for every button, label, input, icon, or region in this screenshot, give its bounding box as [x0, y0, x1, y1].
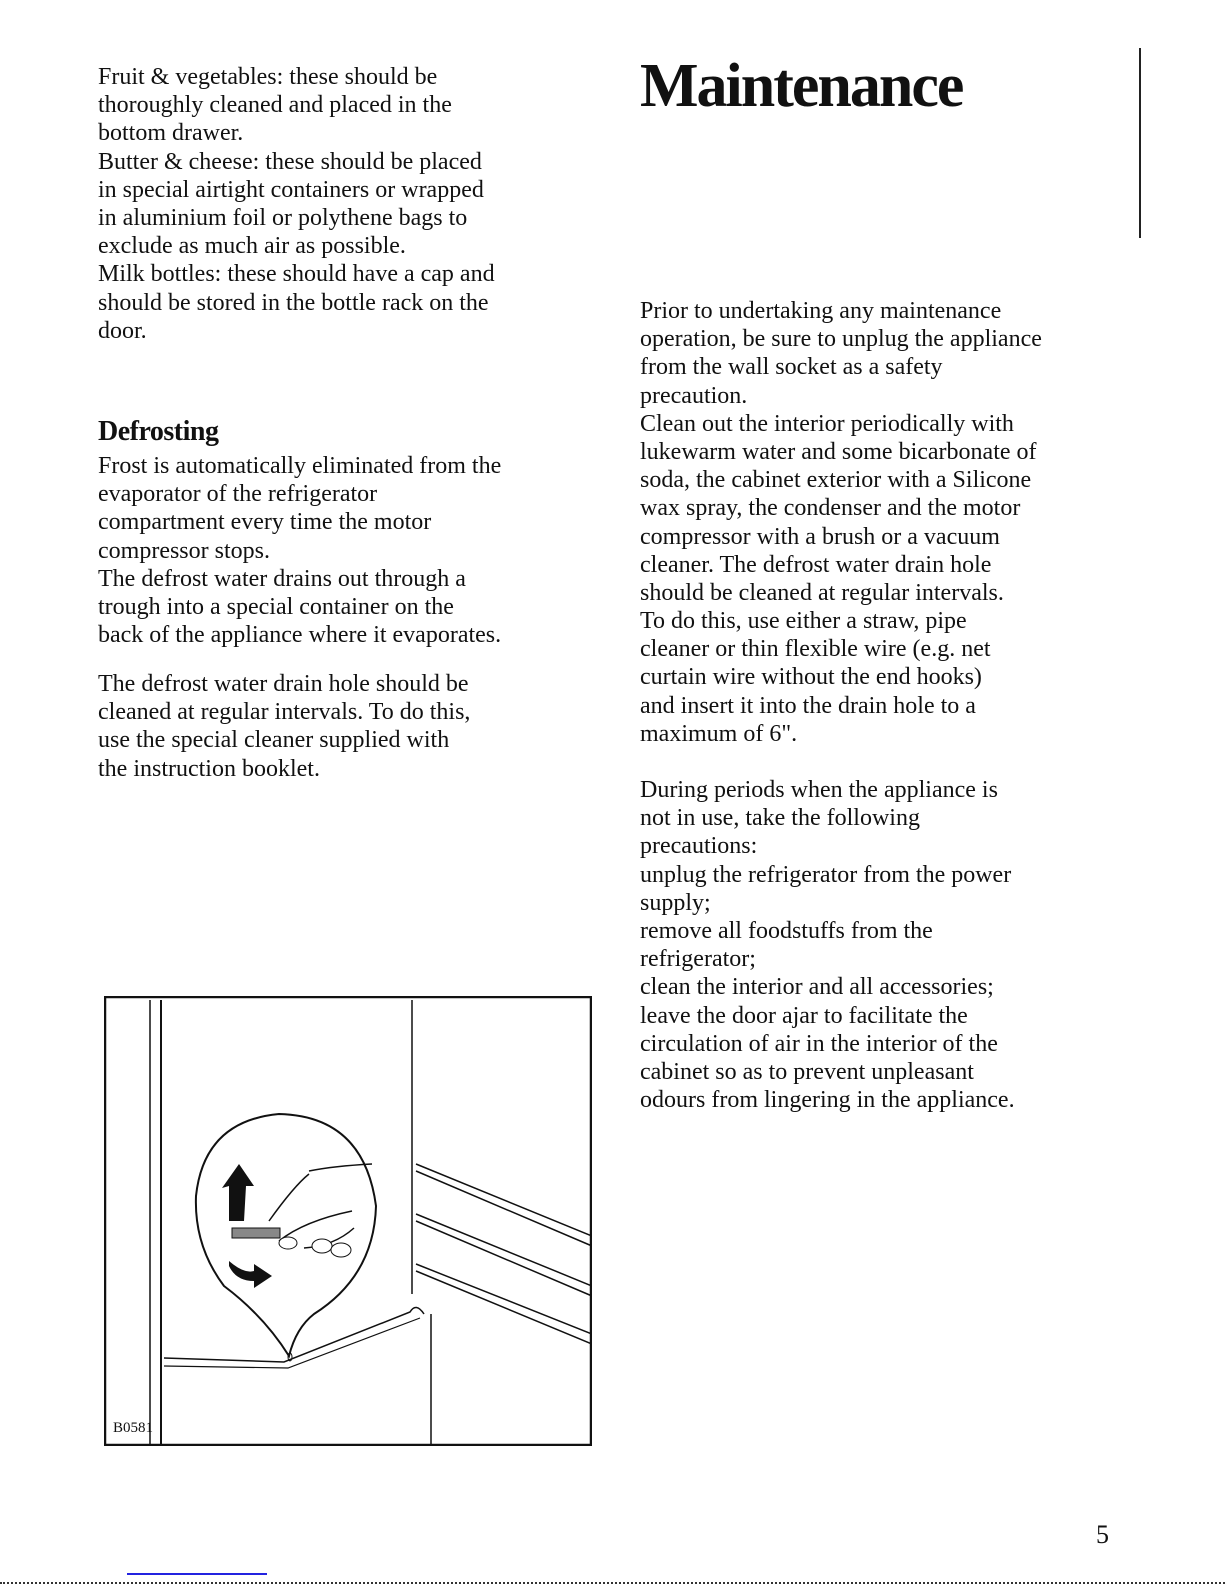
- text-line: Prior to undertaking any maintenance: [640, 298, 1002, 324]
- text-line: During periods when the appliance is: [640, 777, 998, 803]
- text-line: the instruction booklet.: [98, 755, 320, 782]
- text-line: precautions:: [640, 833, 758, 860]
- text-line: curtain wire without the end hooks): [640, 664, 982, 691]
- text-line: cleaned at regular intervals. To do this,: [98, 699, 471, 726]
- text-line: compressor with a brush or a vacuum: [640, 523, 1000, 550]
- text-line: should be stored in the bottle rack on the: [98, 289, 489, 316]
- text-line: in aluminium foil or polythene bags to: [98, 204, 468, 231]
- maintenance-text: [640, 297, 1042, 748]
- figure-label: B0581: [113, 1420, 154, 1436]
- text-line: compressor stops.: [98, 537, 270, 564]
- not-in-use-text: [640, 776, 1015, 1114]
- text-line: should be cleaned at regular intervals.: [640, 579, 1004, 606]
- text-line: lukewarm water and some bicarbonate of: [640, 438, 1037, 465]
- text-line: Clean out the interior periodically with: [640, 410, 1014, 437]
- text-line: unplug the refrigerator from the power: [640, 861, 1012, 888]
- text-line: use the special cleaner supplied with: [98, 727, 450, 754]
- drain-hole-text: [98, 670, 470, 783]
- text-line: refrigerator;: [640, 946, 756, 973]
- text-line: clean the interior and all accessories;: [640, 974, 994, 1001]
- text-line: To do this, use either a straw, pipe: [640, 608, 967, 635]
- drain-cleaning-illustration: [104, 996, 592, 1446]
- text-line: door.: [98, 317, 147, 344]
- text-line: evaporator of the refrigerator: [98, 481, 378, 508]
- text-line: in special airtight containers or wrapped: [98, 176, 484, 203]
- text-line: maximum of 6".: [640, 720, 798, 747]
- text-line: bottom drawer.: [98, 120, 244, 147]
- text-line: supply;: [640, 889, 711, 916]
- text-line: cabinet so as to prevent unpleasant: [640, 1058, 974, 1085]
- text-line: soda, the cabinet exterior with a Silicone: [640, 467, 1032, 494]
- text-line: circulation of air in the interior of the: [640, 1030, 998, 1057]
- text-line: back of the appliance where it evaporates.: [98, 622, 502, 649]
- defrosting-text: [98, 452, 501, 649]
- page-number: 5: [1096, 1520, 1109, 1549]
- magnifier-bubble: [196, 1114, 376, 1356]
- text-line: precaution.: [640, 382, 748, 409]
- text-line: not in use, take the following: [640, 805, 920, 832]
- text-line: remove all foodstuffs from the: [640, 917, 933, 944]
- text-line: operation, be sure to unplug the appliance: [640, 326, 1042, 353]
- text-line: and insert it into the drain hole to a: [640, 692, 976, 719]
- text-line: compartment every time the motor: [98, 509, 432, 536]
- text-line: The defrost water drains out through a: [98, 565, 466, 592]
- text-line: wax spray, the condenser and the motor: [640, 495, 1021, 522]
- margin-rule: [1139, 48, 1141, 238]
- text-line: exclude as much air as possible.: [98, 233, 406, 260]
- storage-tips-text: [98, 63, 495, 345]
- text-line: cleaner. The defrost water drain hole: [640, 551, 992, 578]
- text-line: thoroughly cleaned and placed in the: [98, 92, 452, 119]
- page-border: [0, 1582, 1225, 1584]
- text-line: trough into a special container on the: [98, 593, 454, 620]
- text-line: Milk bottles: these should have a cap and: [98, 261, 495, 288]
- link-underline: [127, 1573, 267, 1575]
- text-line: leave the door ajar to facilitate the: [640, 1002, 968, 1029]
- text-line: Butter & cheese: these should be placed: [98, 148, 482, 175]
- text-line: odours from lingering in the appliance.: [640, 1087, 1015, 1114]
- text-line: The defrost water drain hole should be: [98, 671, 469, 697]
- text-line: Fruit & vegetables: these should be: [98, 64, 438, 90]
- defrosting-heading: Defrosting: [98, 416, 219, 447]
- text-line: cleaner or thin flexible wire (e.g. net: [640, 636, 991, 663]
- text-line: from the wall socket as a safety: [640, 354, 943, 381]
- page-title: Maintenance: [640, 52, 963, 120]
- text-line: Frost is automatically eliminated from the: [98, 453, 502, 479]
